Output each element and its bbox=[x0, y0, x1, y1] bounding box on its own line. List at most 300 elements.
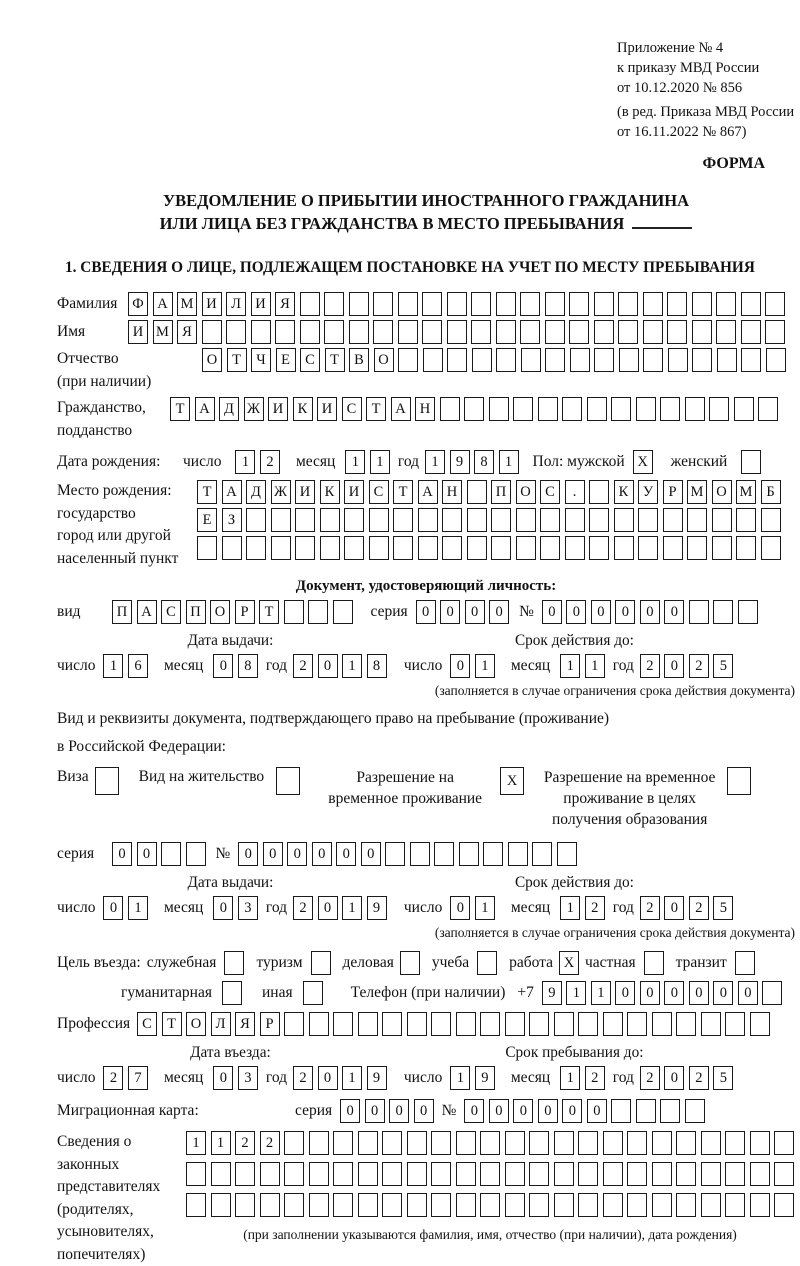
char-cell[interactable] bbox=[667, 292, 687, 316]
char-cell[interactable] bbox=[467, 536, 487, 560]
char-cell[interactable] bbox=[197, 536, 217, 560]
char-cell[interactable] bbox=[516, 508, 536, 532]
char-cell[interactable] bbox=[422, 292, 442, 316]
char-cell[interactable] bbox=[358, 1012, 378, 1036]
char-cell[interactable] bbox=[750, 1012, 770, 1036]
char-cell[interactable]: 1 bbox=[475, 896, 495, 920]
char-cell[interactable] bbox=[689, 600, 709, 624]
char-cell[interactable]: 1 bbox=[585, 654, 605, 678]
char-cell[interactable]: М bbox=[736, 480, 756, 504]
char-cell[interactable] bbox=[496, 348, 516, 372]
char-cell[interactable] bbox=[407, 1131, 427, 1155]
char-cell[interactable] bbox=[407, 1193, 427, 1217]
char-cell[interactable] bbox=[447, 292, 467, 316]
char-cell[interactable] bbox=[508, 842, 528, 866]
char-cell[interactable] bbox=[513, 397, 533, 421]
char-cell[interactable] bbox=[545, 292, 565, 316]
char-cell[interactable] bbox=[456, 1012, 476, 1036]
char-cell[interactable]: 0 bbox=[389, 1099, 409, 1123]
char-cell[interactable] bbox=[456, 1131, 476, 1155]
char-cell[interactable] bbox=[701, 1131, 721, 1155]
char-cell[interactable] bbox=[333, 1193, 353, 1217]
char-cell[interactable] bbox=[271, 508, 291, 532]
char-cell[interactable]: 0 bbox=[340, 1099, 360, 1123]
char-cell[interactable]: Д bbox=[246, 480, 266, 504]
char-cell[interactable] bbox=[660, 397, 680, 421]
char-cell[interactable]: 1 bbox=[370, 450, 390, 474]
char-cell[interactable]: Л bbox=[226, 292, 246, 316]
char-cell[interactable] bbox=[750, 1131, 770, 1155]
char-cell[interactable] bbox=[186, 842, 206, 866]
char-cell[interactable] bbox=[565, 508, 585, 532]
char-cell[interactable] bbox=[652, 1162, 672, 1186]
char-cell[interactable] bbox=[422, 320, 442, 344]
char-cell[interactable] bbox=[410, 842, 430, 866]
char-cell[interactable]: 5 bbox=[713, 1066, 733, 1090]
char-cell[interactable] bbox=[619, 348, 639, 372]
char-cell[interactable] bbox=[627, 1131, 647, 1155]
char-cell[interactable]: 0 bbox=[318, 896, 338, 920]
char-cell[interactable] bbox=[713, 600, 733, 624]
char-cell[interactable] bbox=[614, 536, 634, 560]
char-cell[interactable]: У bbox=[638, 480, 658, 504]
char-cell[interactable] bbox=[480, 1162, 500, 1186]
char-cell[interactable]: 0 bbox=[615, 600, 635, 624]
char-cell[interactable] bbox=[761, 508, 781, 532]
char-cell[interactable]: 0 bbox=[263, 842, 283, 866]
char-cell[interactable] bbox=[284, 1131, 304, 1155]
char-cell[interactable] bbox=[344, 536, 364, 560]
char-cell[interactable]: 0 bbox=[137, 842, 157, 866]
char-cell[interactable] bbox=[594, 292, 614, 316]
char-cell[interactable]: Т bbox=[227, 348, 247, 372]
char-cell[interactable]: 0 bbox=[336, 842, 356, 866]
char-cell[interactable]: 1 bbox=[560, 1066, 580, 1090]
char-cell[interactable] bbox=[398, 292, 418, 316]
char-cell[interactable] bbox=[246, 508, 266, 532]
char-cell[interactable] bbox=[516, 536, 536, 560]
char-cell[interactable] bbox=[520, 292, 540, 316]
char-cell[interactable] bbox=[765, 292, 785, 316]
char-cell[interactable] bbox=[311, 951, 331, 975]
char-cell[interactable] bbox=[186, 1162, 206, 1186]
char-cell[interactable]: 1 bbox=[211, 1131, 231, 1155]
char-cell[interactable] bbox=[716, 292, 736, 316]
char-cell[interactable] bbox=[578, 1131, 598, 1155]
char-cell[interactable] bbox=[692, 348, 712, 372]
char-cell[interactable] bbox=[349, 292, 369, 316]
char-cell[interactable]: 0 bbox=[318, 1066, 338, 1090]
char-cell[interactable]: 0 bbox=[513, 1099, 533, 1123]
char-cell[interactable] bbox=[222, 981, 242, 1005]
char-cell[interactable] bbox=[333, 1131, 353, 1155]
char-cell[interactable] bbox=[685, 1099, 705, 1123]
char-cell[interactable]: 2 bbox=[235, 1131, 255, 1155]
char-cell[interactable]: М bbox=[687, 480, 707, 504]
char-cell[interactable]: 0 bbox=[238, 842, 258, 866]
char-cell[interactable] bbox=[614, 508, 634, 532]
char-cell[interactable] bbox=[344, 508, 364, 532]
char-cell[interactable]: И bbox=[317, 397, 337, 421]
char-cell[interactable] bbox=[309, 1162, 329, 1186]
char-cell[interactable] bbox=[418, 536, 438, 560]
char-cell[interactable]: 2 bbox=[640, 1066, 660, 1090]
char-cell[interactable] bbox=[447, 320, 467, 344]
char-cell[interactable]: Н bbox=[415, 397, 435, 421]
char-cell[interactable]: О bbox=[712, 480, 732, 504]
char-cell[interactable] bbox=[627, 1193, 647, 1217]
char-cell[interactable] bbox=[369, 536, 389, 560]
char-cell[interactable] bbox=[750, 1162, 770, 1186]
char-cell[interactable] bbox=[480, 1012, 500, 1036]
char-cell[interactable] bbox=[382, 1162, 402, 1186]
char-cell[interactable] bbox=[687, 508, 707, 532]
char-cell[interactable]: 1 bbox=[103, 654, 123, 678]
char-cell[interactable]: 0 bbox=[538, 1099, 558, 1123]
char-cell[interactable] bbox=[464, 397, 484, 421]
char-cell[interactable]: 0 bbox=[587, 1099, 607, 1123]
char-cell[interactable]: Т bbox=[162, 1012, 182, 1036]
char-cell[interactable]: 0 bbox=[562, 1099, 582, 1123]
char-cell[interactable]: К bbox=[614, 480, 634, 504]
char-cell[interactable]: Р bbox=[663, 480, 683, 504]
char-cell[interactable] bbox=[540, 508, 560, 532]
char-cell[interactable]: Д bbox=[219, 397, 239, 421]
char-cell[interactable]: 8 bbox=[238, 654, 258, 678]
char-cell[interactable]: 0 bbox=[213, 654, 233, 678]
char-cell[interactable] bbox=[603, 1162, 623, 1186]
char-cell[interactable]: 0 bbox=[489, 600, 509, 624]
char-cell[interactable] bbox=[603, 1012, 623, 1036]
char-cell[interactable] bbox=[349, 320, 369, 344]
char-cell[interactable] bbox=[741, 348, 761, 372]
char-cell[interactable] bbox=[303, 981, 323, 1005]
char-cell[interactable] bbox=[716, 320, 736, 344]
char-cell[interactable] bbox=[324, 292, 344, 316]
char-cell[interactable] bbox=[611, 1099, 631, 1123]
char-cell[interactable]: 1 bbox=[425, 450, 445, 474]
char-cell[interactable] bbox=[398, 320, 418, 344]
char-cell[interactable] bbox=[309, 1193, 329, 1217]
char-cell[interactable]: 0 bbox=[361, 842, 381, 866]
char-cell[interactable]: 2 bbox=[689, 1066, 709, 1090]
char-cell[interactable]: 0 bbox=[414, 1099, 434, 1123]
char-cell[interactable]: 0 bbox=[318, 654, 338, 678]
char-cell[interactable]: 2 bbox=[640, 896, 660, 920]
char-cell[interactable]: 0 bbox=[450, 896, 470, 920]
char-cell[interactable] bbox=[496, 320, 516, 344]
char-cell[interactable] bbox=[557, 842, 577, 866]
char-cell[interactable] bbox=[570, 348, 590, 372]
char-cell[interactable]: Я bbox=[177, 320, 197, 344]
char-cell[interactable] bbox=[434, 842, 454, 866]
char-cell[interactable]: 2 bbox=[640, 654, 660, 678]
char-cell[interactable] bbox=[618, 292, 638, 316]
char-cell[interactable]: 0 bbox=[738, 981, 758, 1005]
char-cell[interactable] bbox=[692, 320, 712, 344]
char-cell[interactable] bbox=[246, 536, 266, 560]
char-cell[interactable] bbox=[594, 348, 614, 372]
char-cell[interactable] bbox=[736, 508, 756, 532]
char-cell[interactable] bbox=[309, 1131, 329, 1155]
char-cell[interactable]: 0 bbox=[664, 1066, 684, 1090]
char-cell[interactable] bbox=[676, 1162, 696, 1186]
char-cell[interactable] bbox=[324, 320, 344, 344]
char-cell[interactable] bbox=[496, 292, 516, 316]
char-cell[interactable] bbox=[271, 536, 291, 560]
char-cell[interactable]: 7 bbox=[128, 1066, 148, 1090]
char-cell[interactable] bbox=[333, 600, 353, 624]
char-cell[interactable] bbox=[660, 1099, 680, 1123]
char-cell[interactable]: 2 bbox=[260, 450, 280, 474]
char-cell[interactable] bbox=[471, 320, 491, 344]
char-cell[interactable] bbox=[373, 292, 393, 316]
char-cell[interactable] bbox=[529, 1193, 549, 1217]
char-cell[interactable]: 5 bbox=[713, 896, 733, 920]
char-cell[interactable] bbox=[589, 480, 609, 504]
char-cell[interactable] bbox=[774, 1162, 794, 1186]
char-cell[interactable] bbox=[300, 320, 320, 344]
char-cell[interactable]: Т bbox=[325, 348, 345, 372]
char-cell[interactable] bbox=[393, 536, 413, 560]
char-cell[interactable] bbox=[765, 320, 785, 344]
char-cell[interactable] bbox=[701, 1193, 721, 1217]
char-cell[interactable]: Ф bbox=[128, 292, 148, 316]
char-cell[interactable] bbox=[578, 1193, 598, 1217]
char-cell[interactable]: 2 bbox=[293, 896, 313, 920]
char-cell[interactable]: Ч bbox=[251, 348, 271, 372]
char-cell[interactable] bbox=[565, 536, 585, 560]
char-cell[interactable]: 0 bbox=[440, 600, 460, 624]
char-cell[interactable] bbox=[687, 536, 707, 560]
char-cell[interactable]: 6 bbox=[128, 654, 148, 678]
char-cell[interactable]: Ж bbox=[244, 397, 264, 421]
char-cell[interactable] bbox=[569, 320, 589, 344]
char-cell[interactable] bbox=[521, 348, 541, 372]
char-cell[interactable] bbox=[295, 508, 315, 532]
char-cell[interactable] bbox=[774, 1131, 794, 1155]
char-cell[interactable] bbox=[202, 320, 222, 344]
char-cell[interactable] bbox=[489, 397, 509, 421]
char-cell[interactable]: В bbox=[349, 348, 369, 372]
char-cell[interactable] bbox=[627, 1012, 647, 1036]
char-cell[interactable] bbox=[578, 1162, 598, 1186]
char-cell[interactable] bbox=[440, 397, 460, 421]
char-cell[interactable]: Т bbox=[366, 397, 386, 421]
char-cell[interactable] bbox=[652, 1131, 672, 1155]
char-cell[interactable]: 0 bbox=[312, 842, 332, 866]
char-cell[interactable] bbox=[260, 1193, 280, 1217]
char-cell[interactable] bbox=[161, 842, 181, 866]
char-cell[interactable] bbox=[638, 536, 658, 560]
char-cell[interactable]: 0 bbox=[450, 654, 470, 678]
char-cell[interactable] bbox=[491, 508, 511, 532]
char-cell[interactable] bbox=[750, 1193, 770, 1217]
char-cell[interactable]: X bbox=[559, 951, 579, 975]
char-cell[interactable] bbox=[382, 1131, 402, 1155]
char-cell[interactable]: С bbox=[300, 348, 320, 372]
char-cell[interactable]: 1 bbox=[499, 450, 519, 474]
char-cell[interactable] bbox=[423, 348, 443, 372]
char-cell[interactable]: Р bbox=[260, 1012, 280, 1036]
char-cell[interactable]: X bbox=[633, 450, 653, 474]
char-cell[interactable]: 8 bbox=[474, 450, 494, 474]
char-cell[interactable]: 1 bbox=[591, 981, 611, 1005]
char-cell[interactable] bbox=[589, 508, 609, 532]
char-cell[interactable]: Н bbox=[442, 480, 462, 504]
char-cell[interactable]: 0 bbox=[664, 981, 684, 1005]
char-cell[interactable] bbox=[333, 1012, 353, 1036]
char-cell[interactable] bbox=[431, 1012, 451, 1036]
char-cell[interactable] bbox=[431, 1131, 451, 1155]
char-cell[interactable]: М bbox=[153, 320, 173, 344]
char-cell[interactable] bbox=[636, 397, 656, 421]
char-cell[interactable] bbox=[284, 1162, 304, 1186]
char-cell[interactable]: С bbox=[137, 1012, 157, 1036]
char-cell[interactable]: З bbox=[222, 508, 242, 532]
char-cell[interactable] bbox=[477, 951, 497, 975]
char-cell[interactable]: 0 bbox=[464, 1099, 484, 1123]
char-cell[interactable] bbox=[636, 1099, 656, 1123]
char-cell[interactable]: 0 bbox=[664, 600, 684, 624]
char-cell[interactable] bbox=[676, 1131, 696, 1155]
char-cell[interactable]: А bbox=[153, 292, 173, 316]
char-cell[interactable]: 0 bbox=[566, 600, 586, 624]
char-cell[interactable] bbox=[685, 397, 705, 421]
char-cell[interactable] bbox=[295, 536, 315, 560]
char-cell[interactable]: П bbox=[491, 480, 511, 504]
char-cell[interactable] bbox=[456, 1193, 476, 1217]
char-cell[interactable] bbox=[668, 348, 688, 372]
char-cell[interactable]: Ж bbox=[271, 480, 291, 504]
char-cell[interactable] bbox=[407, 1012, 427, 1036]
char-cell[interactable] bbox=[676, 1193, 696, 1217]
char-cell[interactable] bbox=[738, 600, 758, 624]
char-cell[interactable] bbox=[701, 1012, 721, 1036]
char-cell[interactable] bbox=[320, 508, 340, 532]
char-cell[interactable] bbox=[442, 536, 462, 560]
char-cell[interactable]: 1 bbox=[345, 450, 365, 474]
char-cell[interactable] bbox=[762, 981, 782, 1005]
char-cell[interactable] bbox=[538, 397, 558, 421]
char-cell[interactable]: Т bbox=[259, 600, 279, 624]
char-cell[interactable] bbox=[709, 397, 729, 421]
char-cell[interactable] bbox=[442, 508, 462, 532]
char-cell[interactable]: 2 bbox=[260, 1131, 280, 1155]
char-cell[interactable] bbox=[529, 1162, 549, 1186]
char-cell[interactable] bbox=[382, 1193, 402, 1217]
char-cell[interactable]: 2 bbox=[689, 896, 709, 920]
char-cell[interactable]: И bbox=[344, 480, 364, 504]
char-cell[interactable]: А bbox=[222, 480, 242, 504]
char-cell[interactable] bbox=[717, 348, 737, 372]
char-cell[interactable]: 0 bbox=[465, 600, 485, 624]
char-cell[interactable] bbox=[643, 320, 663, 344]
char-cell[interactable]: А bbox=[195, 397, 215, 421]
char-cell[interactable]: 2 bbox=[293, 654, 313, 678]
char-cell[interactable]: С bbox=[540, 480, 560, 504]
char-cell[interactable] bbox=[532, 842, 552, 866]
char-cell[interactable] bbox=[407, 1162, 427, 1186]
char-cell[interactable]: 0 bbox=[713, 981, 733, 1005]
char-cell[interactable]: 9 bbox=[367, 896, 387, 920]
char-cell[interactable] bbox=[652, 1012, 672, 1036]
char-cell[interactable]: 1 bbox=[128, 896, 148, 920]
char-cell[interactable]: С bbox=[369, 480, 389, 504]
char-cell[interactable] bbox=[382, 1012, 402, 1036]
char-cell[interactable]: 0 bbox=[213, 1066, 233, 1090]
char-cell[interactable]: А bbox=[137, 600, 157, 624]
char-cell[interactable] bbox=[644, 951, 664, 975]
char-cell[interactable]: 3 bbox=[238, 1066, 258, 1090]
char-cell[interactable] bbox=[320, 536, 340, 560]
char-cell[interactable]: И bbox=[128, 320, 148, 344]
char-cell[interactable] bbox=[725, 1162, 745, 1186]
char-cell[interactable] bbox=[480, 1193, 500, 1217]
char-cell[interactable] bbox=[611, 397, 631, 421]
char-cell[interactable] bbox=[398, 348, 418, 372]
char-cell[interactable]: 1 bbox=[475, 654, 495, 678]
char-cell[interactable] bbox=[211, 1162, 231, 1186]
char-cell[interactable] bbox=[222, 536, 242, 560]
char-cell[interactable] bbox=[701, 1162, 721, 1186]
char-cell[interactable] bbox=[736, 536, 756, 560]
char-cell[interactable]: 8 bbox=[367, 654, 387, 678]
char-cell[interactable] bbox=[459, 842, 479, 866]
char-cell[interactable]: 1 bbox=[342, 1066, 362, 1090]
char-cell[interactable] bbox=[554, 1162, 574, 1186]
char-cell[interactable] bbox=[761, 536, 781, 560]
char-cell[interactable] bbox=[529, 1012, 549, 1036]
char-cell[interactable]: 1 bbox=[560, 654, 580, 678]
char-cell[interactable]: К bbox=[293, 397, 313, 421]
char-cell[interactable] bbox=[554, 1131, 574, 1155]
char-cell[interactable] bbox=[211, 1193, 231, 1217]
char-cell[interactable] bbox=[643, 292, 663, 316]
char-cell[interactable]: 0 bbox=[664, 896, 684, 920]
char-cell[interactable]: Т bbox=[393, 480, 413, 504]
char-cell[interactable] bbox=[663, 508, 683, 532]
char-cell[interactable]: А bbox=[391, 397, 411, 421]
char-cell[interactable]: 0 bbox=[365, 1099, 385, 1123]
char-cell[interactable]: 0 bbox=[591, 600, 611, 624]
char-cell[interactable] bbox=[276, 767, 300, 795]
char-cell[interactable]: 0 bbox=[489, 1099, 509, 1123]
char-cell[interactable]: И bbox=[295, 480, 315, 504]
char-cell[interactable] bbox=[467, 480, 487, 504]
char-cell[interactable]: 1 bbox=[450, 1066, 470, 1090]
char-cell[interactable] bbox=[467, 508, 487, 532]
char-cell[interactable]: 1 bbox=[186, 1131, 206, 1155]
char-cell[interactable] bbox=[545, 348, 565, 372]
char-cell[interactable] bbox=[400, 951, 420, 975]
char-cell[interactable] bbox=[712, 536, 732, 560]
char-cell[interactable]: О bbox=[202, 348, 222, 372]
char-cell[interactable] bbox=[505, 1193, 525, 1217]
char-cell[interactable]: О bbox=[374, 348, 394, 372]
char-cell[interactable] bbox=[735, 951, 755, 975]
char-cell[interactable]: 0 bbox=[112, 842, 132, 866]
char-cell[interactable] bbox=[603, 1131, 623, 1155]
char-cell[interactable] bbox=[483, 842, 503, 866]
char-cell[interactable]: 0 bbox=[287, 842, 307, 866]
char-cell[interactable]: С bbox=[161, 600, 181, 624]
char-cell[interactable] bbox=[676, 1012, 696, 1036]
char-cell[interactable] bbox=[554, 1193, 574, 1217]
char-cell[interactable] bbox=[562, 397, 582, 421]
char-cell[interactable] bbox=[692, 292, 712, 316]
char-cell[interactable] bbox=[333, 1162, 353, 1186]
